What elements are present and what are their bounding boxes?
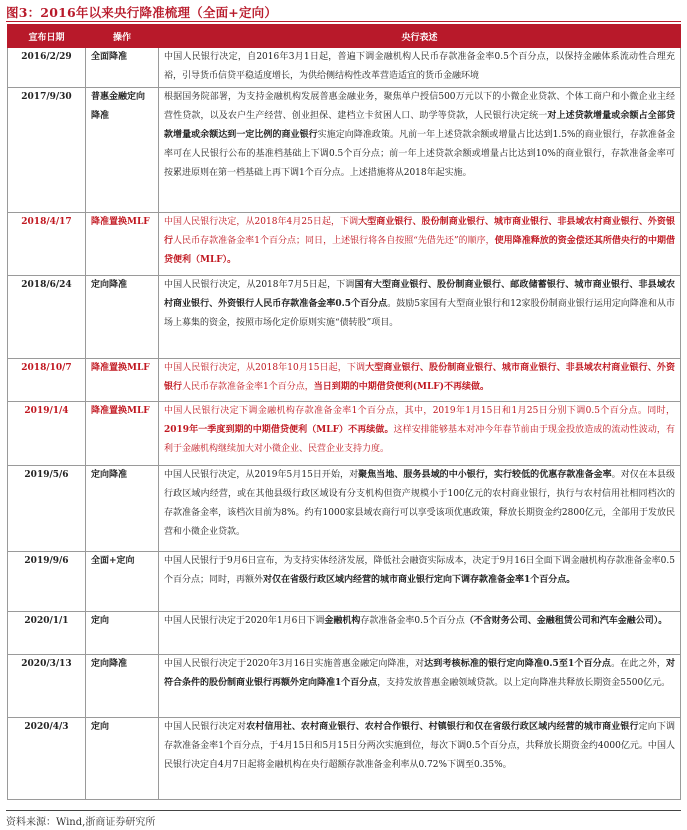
table-row bbox=[8, 612, 681, 655]
header-operation: 操作 bbox=[86, 25, 159, 48]
row-statement bbox=[159, 276, 681, 359]
row-statement bbox=[159, 718, 681, 800]
statement-text: 中国人民银行决定对 bbox=[164, 722, 247, 732]
row-date: 2020/4/3 bbox=[8, 718, 86, 800]
statement-text: 定向下调存款准备金率1个百分点，于4月15日和5月15日分两次实施到位，每次下调0.5个百分点，共释放长期资金约4000亿元。中国人民银行决定自4月7日起将金融机构在央行超额存款准备金利率从0.72%下调至0.35%。 bbox=[164, 722, 675, 770]
statement-emphasis: 达到考核标准的银行定向降准0.5至1个百分点 bbox=[424, 659, 612, 669]
row-statement bbox=[159, 48, 681, 88]
row-date: 2018/10/7 bbox=[8, 359, 86, 402]
row-operation: 定向 bbox=[86, 718, 159, 800]
header-date: 宣布日期 bbox=[8, 25, 86, 48]
statement-emphasis: 金融机构 bbox=[324, 616, 361, 626]
table-header-row bbox=[8, 25, 681, 48]
statement-emphasis: 2019年一季度到期的中期借贷便利（MLF）不再续做。 bbox=[164, 425, 394, 435]
statement-text: 实施定向降准政策。凡前一年上述贷款余额或增量占比达到1.5%的商业银行，存款准备金率可在人民银行公布的基准档基础上下调0.5个百分点；前一年上述贷款余额或增量占比达到10%的商业银行，存款准备金率可按累进原则在第一档基础上再下调1个百分点。上述措施将从2018年起实施。 bbox=[164, 130, 675, 178]
statement-text: 中国人民银行决定，从2018年4月25日起，下调 bbox=[164, 217, 359, 227]
statement-text: 。鼓励5家国有大型商业银行和12家股份制商业银行运用定向降准和从市场上募集的资金，按照市场化定价原则实施“债转股”项目。 bbox=[164, 299, 675, 328]
statement-text: 中国人民银行决定于2020年3月16日实施普惠金融定向降准，对 bbox=[164, 659, 425, 669]
row-operation: 降准置换MLF bbox=[86, 213, 159, 276]
statement-emphasis: （不含财务公司、金融租赁公司和汽车金融公司）。 bbox=[464, 616, 668, 626]
statement-emphasis: 对上述贷款增量或余额占全部贷款增量或余额达到一定比例的商业银行 bbox=[164, 111, 675, 140]
statement-text: 存款准备金率0.5个百分点 bbox=[360, 616, 465, 626]
statement-text: 中国人民银行于9月6日宣布，为支持实体经济发展，降低社会融资实际成本，决定于9月16日全面下调金融机构存款准备金率0.5个百分点；同时，再额外 bbox=[164, 556, 675, 585]
table-body bbox=[8, 48, 681, 800]
statement-text: 。在此之外， bbox=[611, 659, 666, 669]
statement-emphasis: 使用降准释放的资金偿还其所借央行的中期借贷便利（MLF）。 bbox=[164, 236, 675, 265]
row-operation: 定向降准 bbox=[86, 466, 159, 552]
table-row bbox=[8, 552, 681, 612]
row-operation: 普惠金融定向降准 bbox=[86, 88, 159, 213]
statement-text: 中国人民银行决定，从2019年5月15日开始，对 bbox=[164, 470, 359, 480]
statement-emphasis: 大型商业银行、股份制商业银行、城市商业银行、非县域农村商业银行、外资银行 bbox=[164, 217, 675, 246]
table-row bbox=[8, 48, 681, 88]
row-date: 2016/2/29 bbox=[8, 48, 86, 88]
row-statement bbox=[159, 552, 681, 612]
row-statement bbox=[159, 655, 681, 718]
statement-emphasis: 对仅在省级行政区域内经营的城市商业银行定向下调存款准备金率1个百分点。 bbox=[263, 575, 576, 585]
row-date: 2019/9/6 bbox=[8, 552, 86, 612]
row-statement bbox=[159, 612, 681, 655]
figure-title: 图3：2016年以来央行降准梳理（全面+定向） bbox=[6, 5, 278, 20]
statement-text: 人民币存款准备金率1个百分点， bbox=[182, 382, 314, 392]
statement-text: 根据国务院部署，为支持金融机构发展普惠金融业务，聚焦单户授信500万元以下的小微企业贷款、个体工商户和小微企业主经营性贷款，以及农户生产经营、创业担保、建档立卡贫困人口、助学等贷款，人民银行决定统一 bbox=[164, 92, 675, 121]
statement-text: 。对仅在本县级行政区域内经营，或在其他县级行政区域设有分支机构但资产规模小于100亿元的农村商业银行，执行与农村信用社相同档次的存款准备金率，该档次目前为8%。约有1000家县域农商行可以享受该项优惠政策，释放长期资金约2800亿元，全部用于发放民营和小微企业贷款。 bbox=[164, 470, 675, 537]
row-statement bbox=[159, 359, 681, 402]
source-note: 资料来源：Wind,浙商证券研究所 bbox=[6, 817, 156, 828]
statement-text: ，支持发放普惠金融领域贷款。以上定向降准共释放长期资金5500亿元。 bbox=[377, 678, 671, 688]
row-operation: 降准置换MLF bbox=[86, 402, 159, 466]
row-operation: 定向降准 bbox=[86, 655, 159, 718]
statement-text: 这样安排能够基本对冲今年春节前由于现金投放造成的流动性波动，有利于金融机构继续加大对小微企业、民营企业支持力度。 bbox=[164, 425, 675, 454]
table-row bbox=[8, 402, 681, 466]
statement-emphasis: 国有大型商业银行、股份制商业银行、邮政储蓄银行、城市商业银行、非县域农村商业银行、外资银行人民币存款准备金率0.5个百分点 bbox=[164, 280, 675, 309]
table-row bbox=[8, 359, 681, 402]
row-operation: 降准置换MLF bbox=[86, 359, 159, 402]
statement-emphasis: 大型商业银行、股份制商业银行、城市商业银行、非县域农村商业银行、外资银行 bbox=[164, 363, 675, 392]
statement-text: 人民币存款准备金率1个百分点；同日，上述银行将各自按照“先借先还”的顺序， bbox=[173, 236, 495, 246]
row-date: 2017/9/30 bbox=[8, 88, 86, 213]
row-statement bbox=[159, 466, 681, 552]
row-date: 2018/6/24 bbox=[8, 276, 86, 359]
statement-text: 中国人民银行决定，从2018年10月15日起，下调 bbox=[164, 363, 366, 373]
table-row bbox=[8, 88, 681, 213]
statement-text: 中国人民银行决定，从2018年7月5日起，下调 bbox=[164, 280, 355, 290]
statement-emphasis: 聚焦当地、服务县域的中小银行，实行较低的优惠存款准备金率 bbox=[358, 470, 612, 480]
row-statement bbox=[159, 213, 681, 276]
table-row bbox=[8, 276, 681, 359]
header-statement: 央行表述 bbox=[159, 25, 681, 48]
row-date: 2019/5/6 bbox=[8, 466, 86, 552]
row-operation: 全面降准 bbox=[86, 48, 159, 88]
statement-emphasis: 农村信用社、农村商业银行、农村合作银行、村镇银行和仅在省级行政区域内经营的城市商业银行 bbox=[246, 722, 639, 732]
row-date: 2018/4/17 bbox=[8, 213, 86, 276]
row-date: 2020/1/1 bbox=[8, 612, 86, 655]
row-operation: 定向 bbox=[86, 612, 159, 655]
row-operation: 全面+定向 bbox=[86, 552, 159, 612]
table-row bbox=[8, 718, 681, 800]
table-row bbox=[8, 655, 681, 718]
row-date: 2019/1/4 bbox=[8, 402, 86, 466]
row-operation: 定向降准 bbox=[86, 276, 159, 359]
statement-text: 中国人民银行决定于2020年1月6日下调 bbox=[164, 616, 325, 626]
title-rule bbox=[6, 21, 681, 22]
rrr-cut-table bbox=[7, 24, 681, 800]
statement-text: 中国人民银行决定下调金融机构存款准备金率1个百分点，其中，2019年1月15日和1月25日分别下调0.5个百分点。同时， bbox=[164, 406, 675, 416]
row-date: 2020/3/13 bbox=[8, 655, 86, 718]
statement-text: 中国人民银行决定，自2016年3月1日起，普遍下调金融机构人民币存款准备金率0.5个百分点，以保持金融体系流动性合理充裕，引导货币信贷平稳适度增长，为供给侧结构性改革营造适宜的货币金融环境 bbox=[164, 52, 675, 81]
row-statement bbox=[159, 88, 681, 213]
table-row bbox=[8, 213, 681, 276]
statement-emphasis: 当日到期的中期借贷便利(MLF)不再续做。 bbox=[313, 382, 489, 392]
table-row bbox=[8, 466, 681, 552]
footer-rule bbox=[6, 810, 681, 811]
statement-emphasis: 对符合条件的股份制商业银行再额外定向降准1个百分点 bbox=[164, 659, 675, 688]
row-statement bbox=[159, 402, 681, 466]
